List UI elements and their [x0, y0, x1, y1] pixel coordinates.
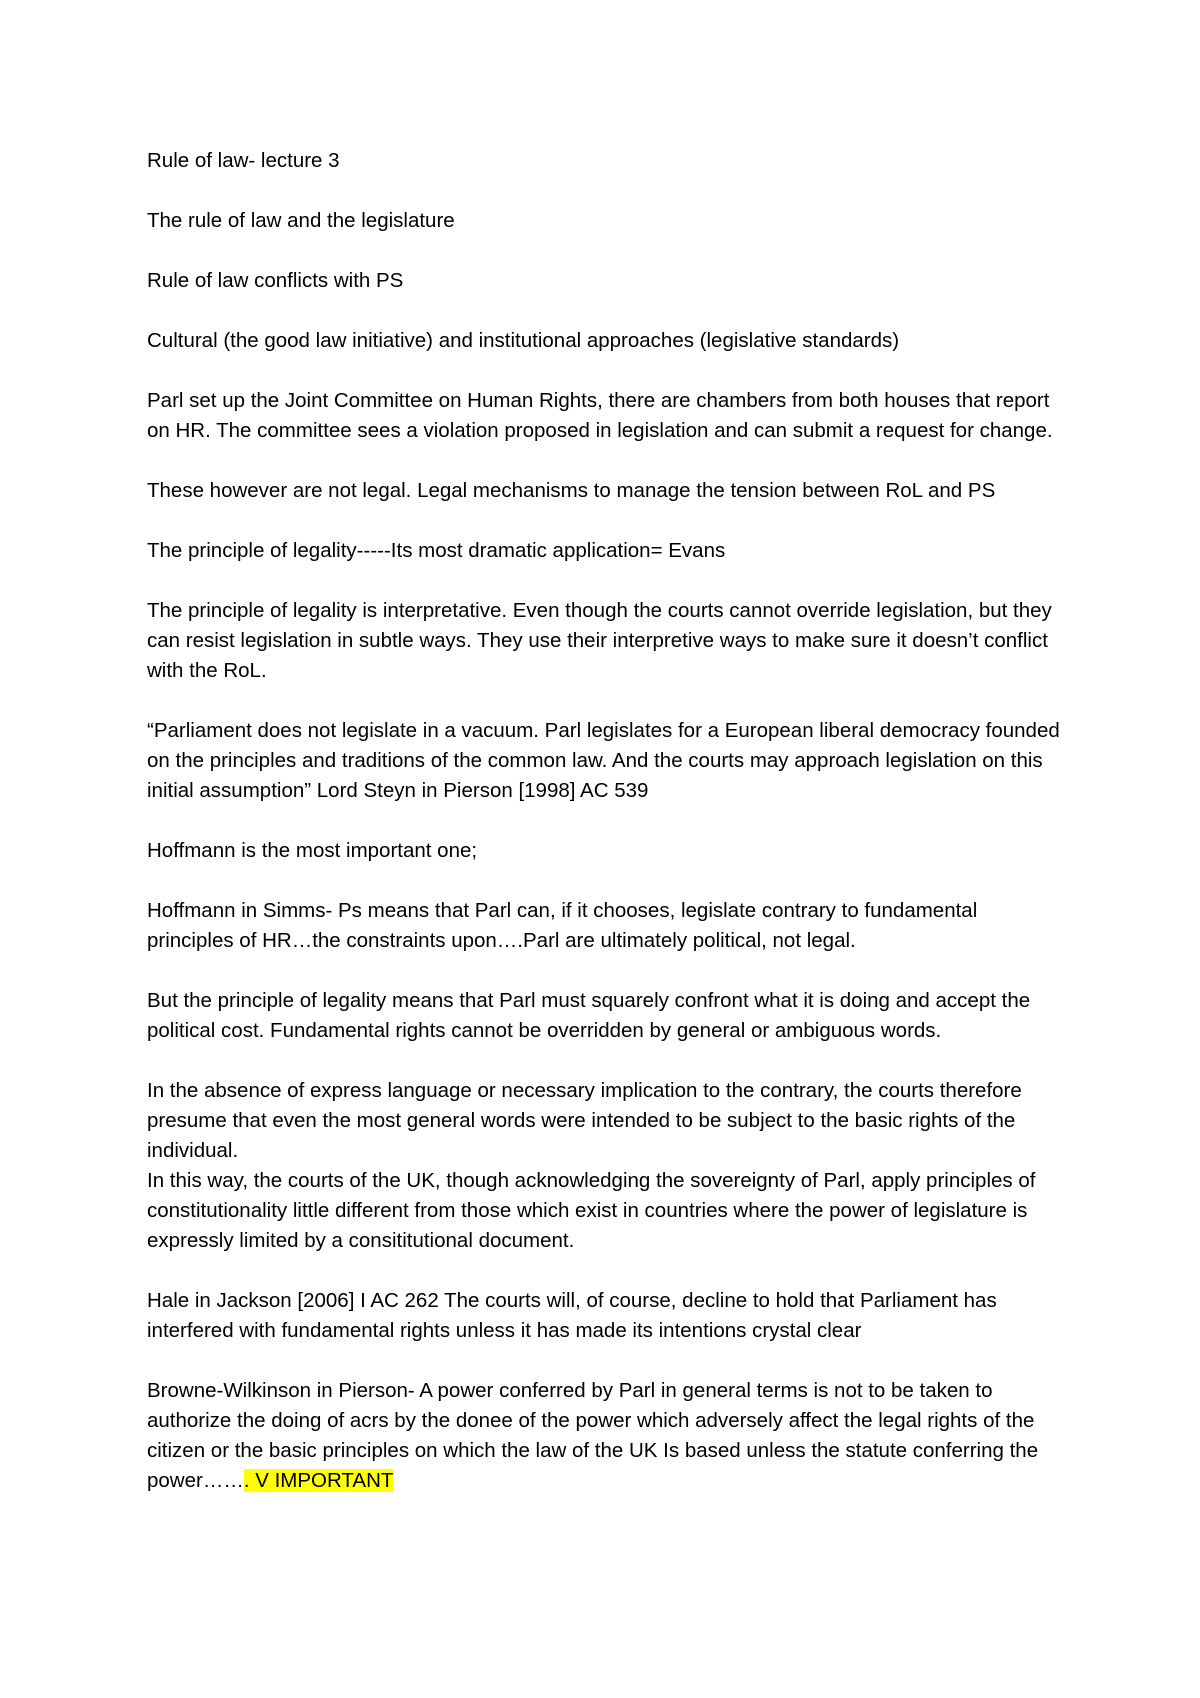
final-paragraph — [147, 1376, 1067, 1496]
paragraph: These however are not legal. Legal mechanisms to manage the tension between RoL and PS — [147, 479, 996, 502]
lecture-title: Rule of law- lecture 3 — [147, 149, 340, 172]
paragraph: The principle of legality-----Its most dramatic application= Evans — [147, 539, 726, 562]
paragraph: In this way, the courts of the UK, though acknowledging the sovereignty of Parl, apply principles of constitutionality little different from those which exist in countries where the power of legislature is expressly limited by a consititutional document. — [147, 1169, 1036, 1252]
quote-paragraph: “Parliament does not legislate in a vacuum. Parl legislates for a European liberal democracy founded on the principles and traditions of the common law. And the courts may approach legislation on this initial assumption” Lord Steyn in Pierson [1998] AC 539 — [147, 719, 1060, 802]
paragraph: But the principle of legality means that Parl must squarely confront what it is doing and accept the political cost. Fundamental rights cannot be overridden by general or ambiguous words. — [147, 989, 1031, 1042]
paragraph: Parl set up the Joint Committee on Human Rights, there are chambers from both houses that report on HR. The committee sees a violation proposed in legislation and can submit a request for change. — [147, 389, 1053, 442]
paragraph: Cultural (the good law initiative) and institutional approaches (legislative standards) — [147, 329, 900, 352]
important-highlight: . V IMPORTANT — [243, 1469, 394, 1492]
paragraph: The rule of law and the legislature — [147, 209, 455, 232]
final-paragraph-text: Browne-Wilkinson in Pierson- A power conferred by Parl in general terms is not to be taken to authorize the doing of acrs by the donee of the power which adversely affect the legal rights of the citizen or the basic principles on which the law of the UK Is based unless the statute conferring the power…… — [147, 1379, 1039, 1492]
paragraph: In the absence of express language or necessary implication to the contrary, the courts therefore presume that even the most general words were intended to be subject to the basic rights of the individual. — [147, 1079, 1022, 1162]
paragraph: Hale in Jackson [2006] I AC 262 The courts will, of course, decline to hold that Parliament has interfered with fundamental rights unless it has made its intentions crystal clear — [147, 1289, 997, 1342]
document-body — [147, 146, 1067, 1526]
paragraph: The principle of legality is interpretative. Even though the courts cannot override legislation, but they can resist legislation in subtle ways. They use their interpretive ways to make sure it doesn’t conflict with the RoL. — [147, 599, 1052, 682]
paragraph: Hoffmann is the most important one; — [147, 839, 478, 862]
paragraph: Hoffmann in Simms- Ps means that Parl can, if it chooses, legislate contrary to fundamental principles of HR…the constraints upon….Parl are ultimately political, not legal. — [147, 899, 978, 952]
paragraph: Rule of law conflicts with PS — [147, 269, 404, 292]
